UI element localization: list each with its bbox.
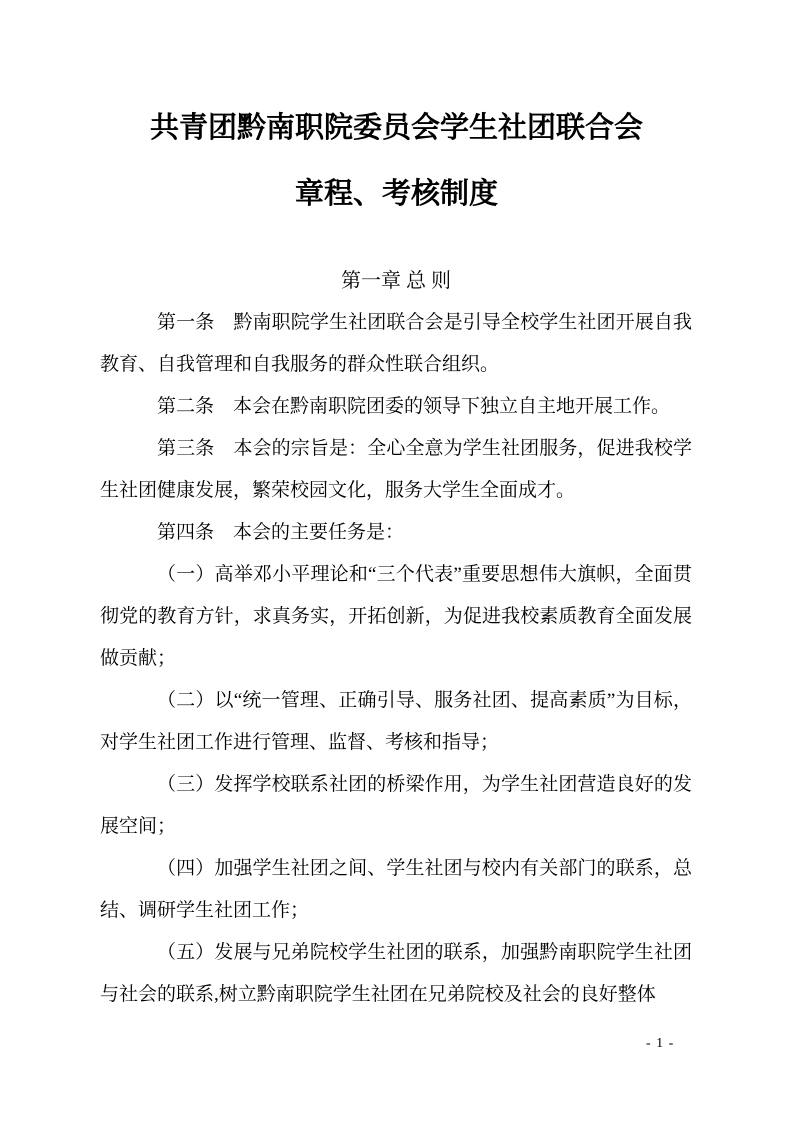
paragraph-task-1: （一）高举邓小平理论和“三个代表”重要思想伟大旗帜，全面贯彻党的教育方针，求真务实，开拓创新，为促进我校素质教育全面发展做贡献； [100, 564, 692, 669]
paragraph-article-3: 第三条 本会的宗旨是：全心全意为学生社团服务，促进我校学生社团健康发展，繁荣校园文化，服务大学生全面成才。 [100, 438, 692, 501]
paragraph-task-2: （二）以“统一管理、正确引导、服务社团、提高素质”为目标，对学生社团工作进行管理、监督、考核和指导； [100, 690, 692, 753]
paragraph-task-5: （五）发展与兄弟院校学生社团的联系，加强黔南职院学生社团与社会的联系,树立黔南职院学生社团在兄弟院校及社会的良好整体 [100, 942, 692, 1005]
paragraph-article-2: 第二条 本会在黔南职院团委的领导下独立自主地开展工作。 [157, 396, 671, 417]
document-title [0, 94, 793, 226]
document-body [100, 260, 692, 1016]
title-line-1: 共青团黔南职院委员会学生社团联合会 [149, 110, 643, 144]
title-line-2: 章程、考核制度 [294, 176, 498, 210]
paragraph-article-4: 第四条 本会的主要任务是： [157, 522, 405, 543]
paragraph-article-1: 第一条 黔南职院学生社团联合会是引导全校学生社团开展自我教育、自我管理和自我服务的群众性联合组织。 [100, 312, 692, 375]
page-number: - 1 - [646, 1036, 675, 1051]
chapter-heading: 第一章 总 则 [341, 270, 451, 292]
paragraph-task-4: （四）加强学生社团之间、学生社团与校内有关部门的联系，总结、调研学生社团工作； [100, 858, 692, 921]
paragraph-task-3: （三）发挥学校联系社团的桥梁作用，为学生社团营造良好的发展空间； [100, 774, 692, 837]
